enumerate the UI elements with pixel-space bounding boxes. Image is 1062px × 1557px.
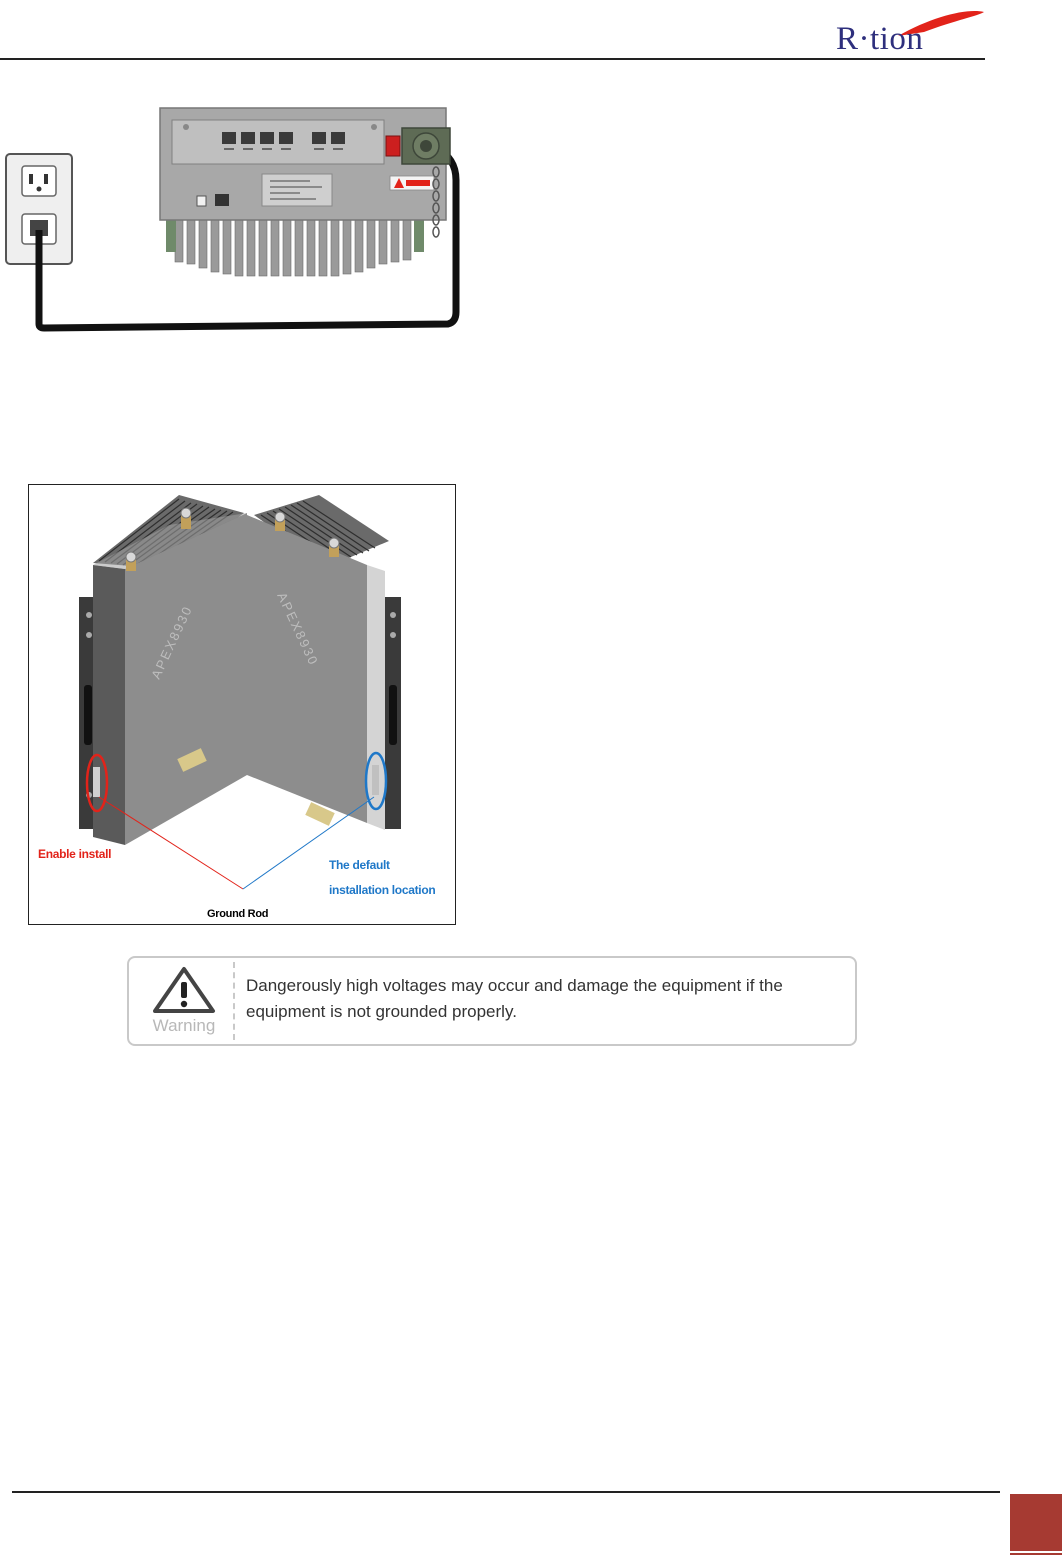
- power-connection-figure: [0, 100, 468, 335]
- ground-rod-label: Ground Rod: [207, 908, 269, 920]
- warning-divider: [233, 962, 235, 1040]
- unit-model-right: APEX8930: [274, 589, 322, 669]
- default-location-line1: The default: [329, 858, 390, 872]
- default-location-line2: installation location: [329, 883, 436, 897]
- unit-model-left: APEX8930: [148, 602, 196, 682]
- enable-install-label: Enable install: [38, 847, 112, 861]
- page-number-block: [1010, 1494, 1062, 1551]
- header-divider: [0, 58, 985, 60]
- footer-divider: [12, 1491, 1000, 1493]
- warning-word: Warning: [152, 1016, 216, 1035]
- warning-triangle-icon: [151, 966, 217, 1014]
- brand-logo-text: R·tion: [836, 21, 924, 57]
- warning-text: Dangerously high voltages may occur and damage the equipment if the equipment is not grounded properly.: [246, 976, 783, 1021]
- page-number-underline: [1010, 1553, 1062, 1555]
- grounding-figure: [28, 484, 456, 925]
- power-connection-photo: [0, 100, 468, 335]
- default-location-label: [329, 853, 435, 903]
- brand-logo: [828, 6, 988, 58]
- warning-notice: [127, 956, 857, 1046]
